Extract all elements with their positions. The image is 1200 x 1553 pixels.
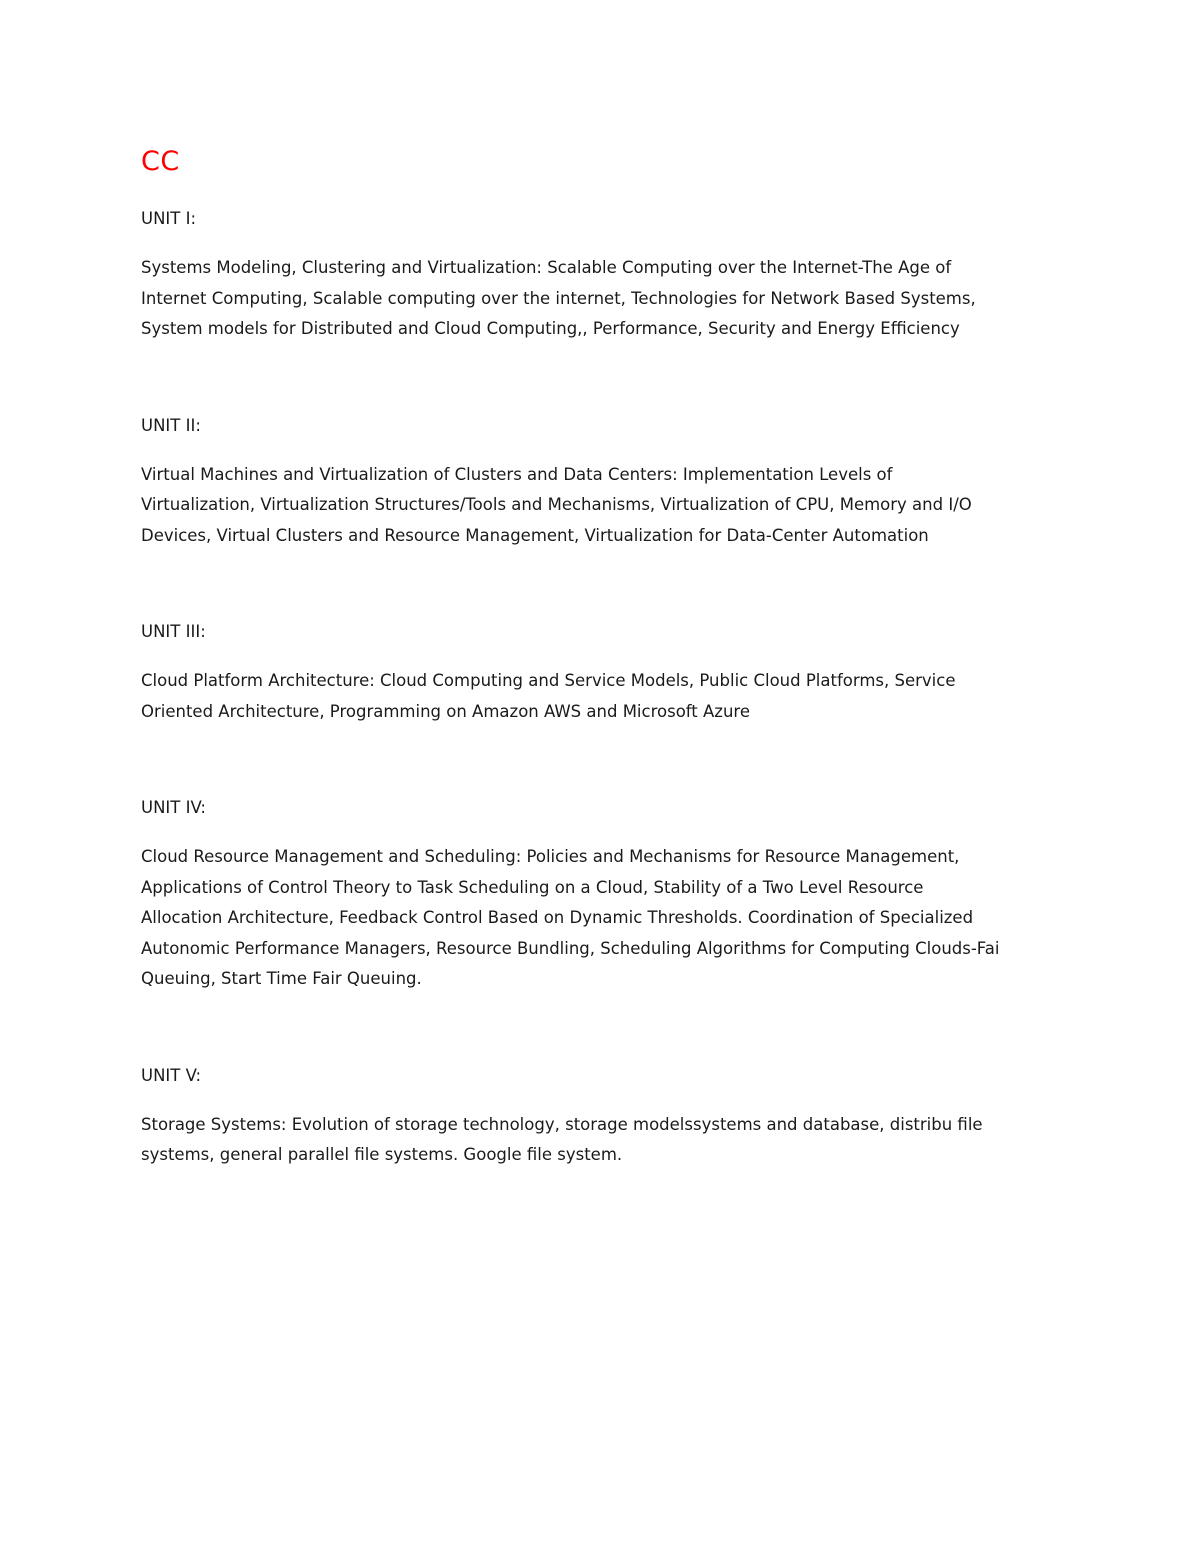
unit-description-line: Storage Systems: Evolution of storage technology, storage modelssystems and database, distribu file	[141, 1114, 983, 1134]
unit-description-line: Virtualization, Virtualization Structures/Tools and Mechanisms, Virtualization of CPU, Memory and I/O	[141, 495, 972, 514]
unit-description-line: Queuing, Start Time Fair Queuing.	[141, 969, 422, 988]
unit-description	[141, 1110, 1071, 1171]
unit-description-line: systems, general parallel file systems. Google file system.	[141, 1145, 623, 1164]
unit-description-line: System models for Distributed and Cloud Computing,, Performance, Security and Energy Efficiency	[141, 319, 960, 338]
unit-section	[141, 411, 1071, 552]
unit-description-line: Systems Modeling, Clustering and Virtualization: Scalable Computing over the Internet-The Age of	[141, 258, 952, 277]
unit-description-line: Autonomic Performance Managers, Resource Bundling, Scheduling Algorithms for Computing Clouds-Fai	[141, 938, 1000, 958]
unit-description	[141, 666, 1071, 727]
unit-heading: UNIT V:	[141, 1065, 202, 1085]
unit-description	[141, 460, 1071, 552]
unit-description-line: Devices, Virtual Clusters and Resource Management, Virtualization for Data-Center Automation	[141, 525, 929, 545]
unit-section	[141, 617, 1071, 727]
unit-description-line: Oriented Architecture, Programming on Amazon AWS and Microsoft Azure	[141, 701, 751, 721]
unit-section	[141, 204, 1071, 345]
unit-description-line: Applications of Control Theory to Task Scheduling on a Cloud, Stability of a Two Level Resource	[141, 877, 924, 897]
unit-description-line: Allocation Architecture, Feedback Control Based on Dynamic Thresholds. Coordination of Specialized	[141, 908, 974, 927]
document-page	[141, 142, 1071, 1237]
unit-description-line: Internet Computing, Scalable computing over the internet, Technologies for Network Based Systems,	[141, 288, 976, 308]
unit-description-line: Virtual Machines and Virtualization of Clusters and Data Centers: Implementation Levels of	[141, 464, 893, 484]
unit-description-line: Cloud Resource Management and Scheduling: Policies and Mechanisms for Resource Management,	[141, 847, 960, 866]
unit-description	[141, 253, 1071, 345]
unit-heading: UNIT III:	[141, 622, 206, 641]
unit-heading: UNIT II:	[141, 415, 201, 435]
units-container	[141, 204, 1071, 1171]
unit-description-line: Cloud Platform Architecture: Cloud Computing and Service Models, Public Cloud Platforms, Service	[141, 671, 956, 690]
unit-description	[141, 842, 1071, 995]
unit-section	[141, 793, 1071, 995]
unit-heading: UNIT IV:	[141, 798, 206, 817]
unit-section	[141, 1061, 1071, 1171]
unit-heading: UNIT I:	[141, 209, 197, 228]
document-title: CC	[141, 146, 180, 177]
